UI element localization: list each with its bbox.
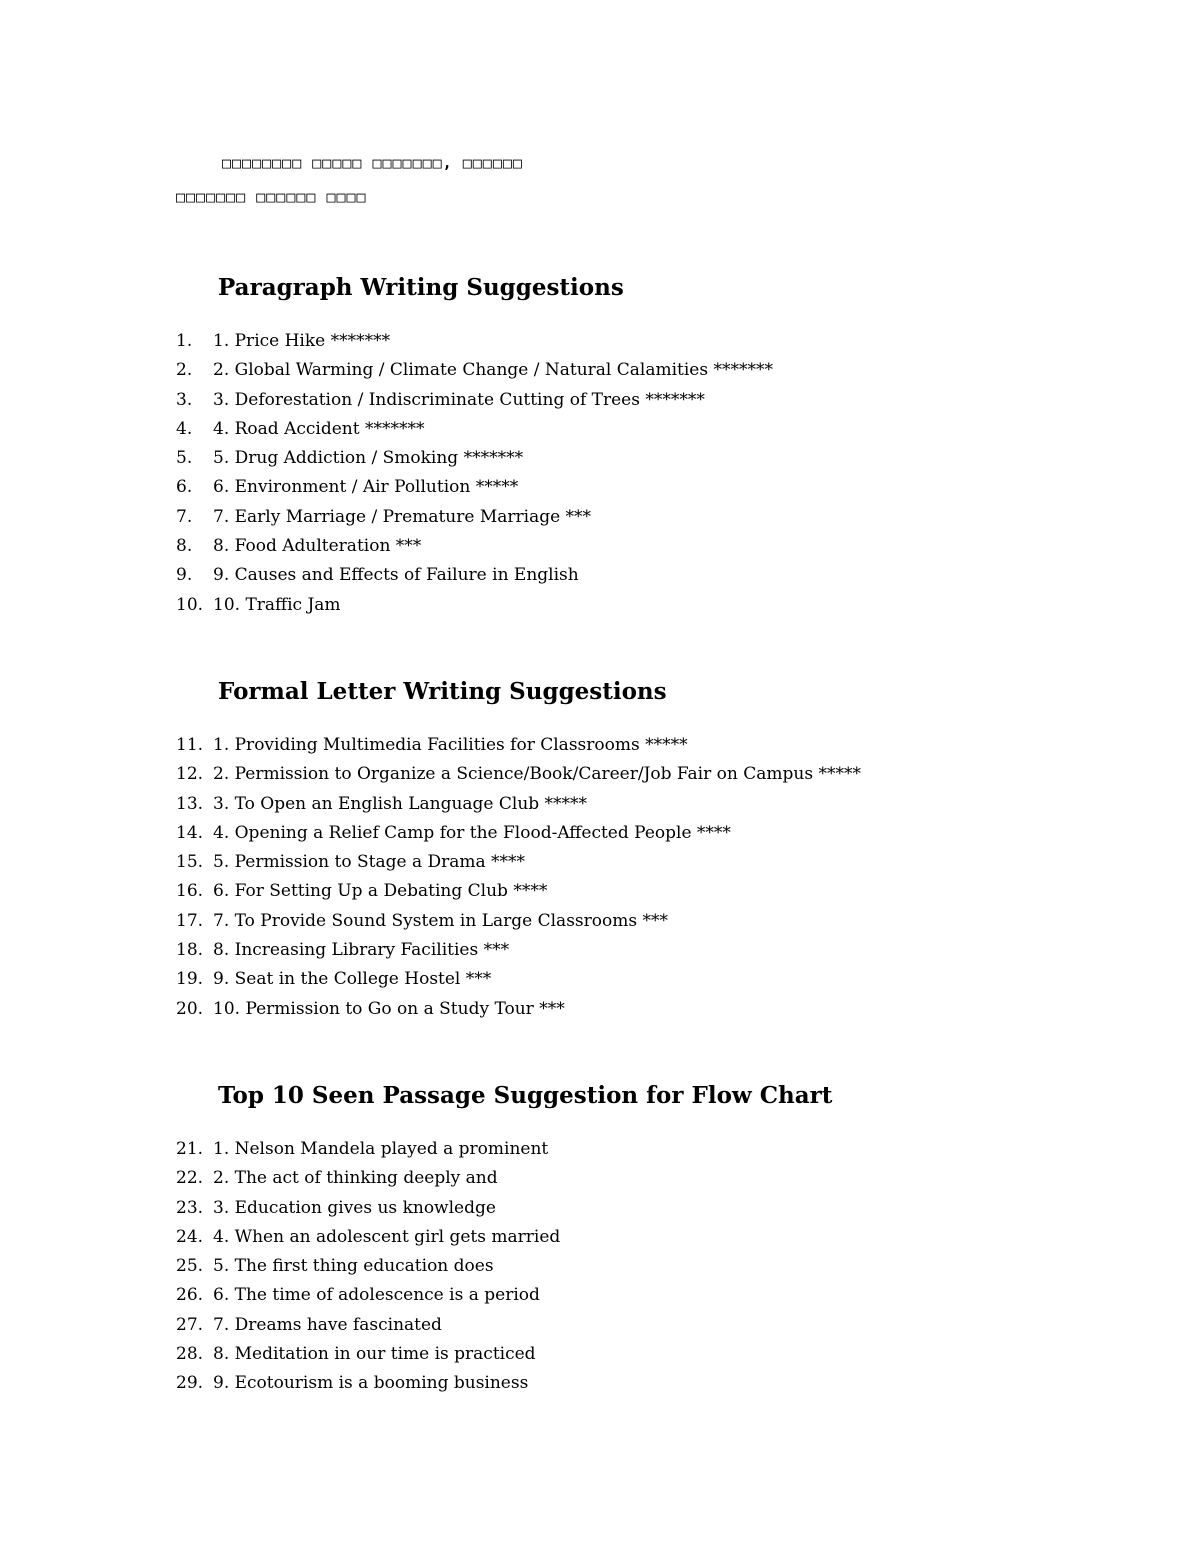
list-text: 9. Seat in the College Hostel *** — [213, 969, 492, 990]
list-number: 20. — [176, 998, 204, 1019]
list-item — [176, 1281, 560, 1310]
list-item — [176, 995, 861, 1024]
list-text: 6. Environment / Air Pollution ***** — [213, 477, 519, 498]
list-item — [176, 877, 861, 906]
list-number: 15. — [176, 852, 204, 873]
list-number: 17. — [176, 910, 204, 931]
list-item — [176, 790, 861, 819]
list-text: 2. Permission to Organize a Science/Book/Career/Job Fair on Campus ***** — [213, 764, 861, 785]
list-number: 27. — [176, 1314, 204, 1335]
list-text: 6. The time of adolescence is a period — [213, 1285, 540, 1306]
list-item — [176, 1340, 560, 1369]
list-text: 9. Ecotourism is a booming business — [213, 1373, 529, 1394]
list-item — [176, 532, 773, 561]
list-number: 25. — [176, 1256, 204, 1277]
list-item — [176, 760, 861, 789]
list-item — [176, 1311, 560, 1340]
list-number: 29. — [176, 1373, 204, 1394]
list-number: 24. — [176, 1226, 204, 1247]
list-number: 6. — [176, 477, 193, 498]
list-text: 7. Early Marriage / Premature Marriage *** — [213, 506, 592, 527]
list-text: 4. Opening a Relief Camp for the Flood-Affected People **** — [213, 822, 731, 843]
list-number: 1. — [176, 331, 193, 351]
list-text: 5. Permission to Stage a Drama **** — [213, 852, 526, 873]
list-number: 19. — [176, 969, 204, 990]
list-item — [176, 1223, 560, 1252]
list-number: 26. — [176, 1285, 204, 1306]
list-number: 7. — [176, 506, 193, 527]
list-text: 7. Dreams have fascinated — [213, 1314, 442, 1335]
header-line-2: □□□□□□□ □□□□□□ □□□□ — [176, 188, 367, 206]
list-number: 9. — [176, 565, 193, 586]
list-number: 2. — [176, 360, 193, 381]
list-number: 11. — [176, 735, 204, 755]
seen-passage-suggestion-list — [176, 1135, 560, 1399]
list-text: 3. Education gives us knowledge — [213, 1197, 496, 1218]
list-item — [176, 1194, 560, 1223]
list-text: 10. Traffic Jam — [213, 594, 341, 615]
list-number: 18. — [176, 940, 204, 961]
list-text: 2. The act of thinking deeply and — [213, 1168, 498, 1189]
header-line-1: □□□□□□□□ □□□□□ □□□□□□□, □□□□□□ — [222, 154, 523, 172]
list-text: 4. Road Accident ******* — [213, 418, 425, 439]
list-text: 3. To Open an English Language Club ***** — [213, 793, 588, 814]
list-number: 28. — [176, 1344, 204, 1365]
list-item — [176, 1369, 560, 1398]
list-text: 7. To Provide Sound System in Large Classrooms *** — [213, 910, 668, 931]
list-item — [176, 415, 773, 444]
list-number: 5. — [176, 448, 193, 469]
list-item — [176, 386, 773, 415]
list-text: 10. Permission to Go on a Study Tour *** — [213, 998, 565, 1019]
list-item — [176, 731, 861, 760]
list-text: 5. The first thing education does — [213, 1256, 494, 1277]
list-item — [176, 444, 773, 473]
list-text: 4. When an adolescent girl gets married — [213, 1226, 561, 1247]
list-item — [176, 848, 861, 877]
list-number: 21. — [176, 1139, 204, 1159]
list-text: 1. Nelson Mandela played a prominent — [213, 1139, 549, 1159]
section-title-paragraph: Paragraph Writing Suggestions — [218, 274, 624, 301]
list-number: 23. — [176, 1197, 204, 1218]
list-item — [176, 965, 861, 994]
list-item — [176, 819, 861, 848]
list-number: 14. — [176, 822, 204, 843]
list-number: 10. — [176, 594, 204, 615]
list-item — [176, 356, 773, 385]
list-item — [176, 591, 773, 620]
list-text: 6. For Setting Up a Debating Club **** — [213, 881, 548, 902]
list-number: 3. — [176, 389, 193, 410]
paragraph-suggestion-list — [176, 327, 773, 620]
list-number: 8. — [176, 536, 193, 557]
list-number: 4. — [176, 418, 193, 439]
list-text: 8. Meditation in our time is practiced — [213, 1344, 536, 1365]
section-title-seen-passage: Top 10 Seen Passage Suggestion for Flow Chart — [218, 1082, 833, 1109]
list-number: 12. — [176, 764, 204, 785]
list-item — [176, 327, 773, 356]
list-text: 2. Global Warming / Climate Change / Natural Calamities ******* — [213, 360, 773, 381]
list-item — [176, 907, 861, 936]
formal-letter-suggestion-list — [176, 731, 861, 1024]
list-item — [176, 936, 861, 965]
list-item — [176, 1135, 560, 1164]
list-text: 8. Food Adulteration *** — [213, 536, 422, 557]
list-number: 13. — [176, 793, 204, 814]
section-title-formal-letter: Formal Letter Writing Suggestions — [218, 678, 667, 705]
list-item — [176, 561, 773, 590]
list-text: 3. Deforestation / Indiscriminate Cutting of Trees ******* — [213, 389, 705, 410]
list-text: 5. Drug Addiction / Smoking ******* — [213, 448, 524, 469]
list-text: 1. Providing Multimedia Facilities for Classrooms ***** — [213, 735, 688, 755]
list-number: 16. — [176, 881, 204, 902]
list-item — [176, 1164, 560, 1193]
list-text: 8. Increasing Library Facilities *** — [213, 940, 510, 961]
list-text: 1. Price Hike ******* — [213, 331, 391, 351]
list-number: 22. — [176, 1168, 204, 1189]
list-item — [176, 1252, 560, 1281]
list-text: 9. Causes and Effects of Failure in English — [213, 565, 579, 586]
list-item — [176, 503, 773, 532]
list-item — [176, 473, 773, 502]
